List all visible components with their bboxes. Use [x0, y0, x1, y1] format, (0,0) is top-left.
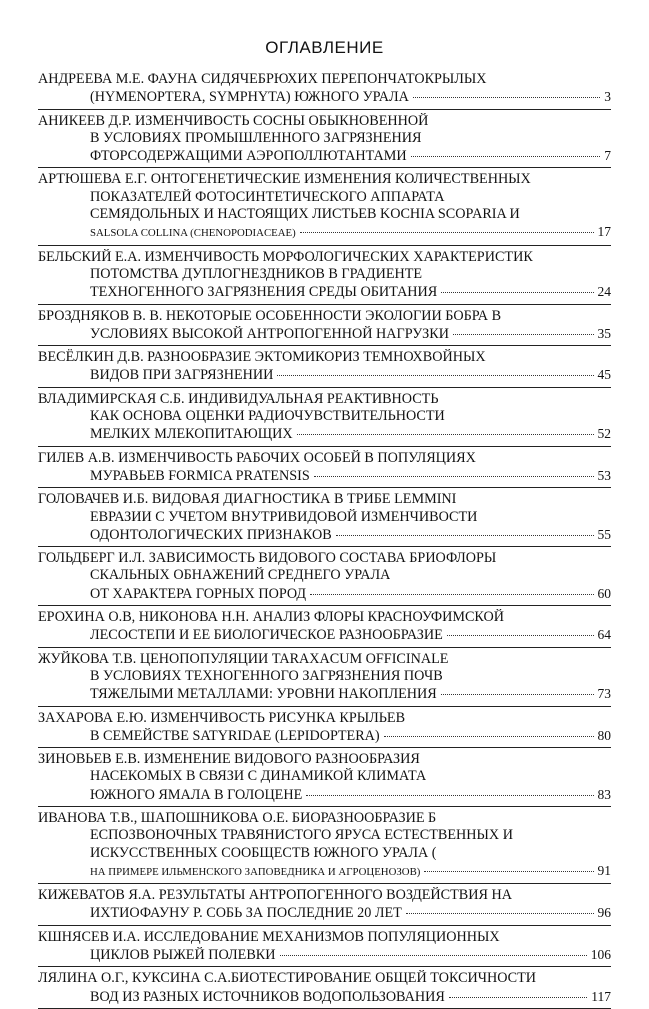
dot-leader: [447, 635, 594, 636]
page-number: 53: [597, 467, 611, 483]
toc-entry-text: ЗАХАРОВА Е.Ю. ИЗМЕНЧИВОСТЬ РИСУНКА КРЫЛЬЕВ: [38, 709, 406, 726]
toc-entry-title-line: [38, 325, 611, 343]
toc-entry-text: В УСЛОВИЯХ ПРОМЫШЛЕННОГО ЗАГРЯЗНЕНИЯ: [90, 129, 422, 146]
toc-entry: [38, 648, 611, 707]
toc-entry-title-line: [38, 526, 611, 544]
page-number: 24: [597, 284, 611, 300]
toc-entry-text: ВЛАДИМИРСКАЯ С.Б. ИНДИВИДУАЛЬНАЯ РЕАКТИВНОСТЬ: [38, 390, 439, 407]
toc-entry-text: ВИДОВ ПРИ ЗАГРЯЗНЕНИИ: [90, 367, 274, 384]
toc-entry-author-line: [38, 929, 611, 946]
toc-entry: [38, 305, 611, 347]
toc-entry-author-line: [38, 970, 611, 987]
page-number: 35: [597, 325, 611, 341]
toc-entry-text: ТЯЖЕЛЫМИ МЕТАЛЛАМИ: УРОВНИ НАКОПЛЕНИЯ: [90, 686, 437, 703]
dot-leader: [411, 156, 601, 157]
toc-entry-text: В УСЛОВИЯХ ТЕХНОГЕННОГО ЗАГРЯЗНЕНИЯ ПОЧВ: [90, 667, 443, 684]
toc-entry-text: ОДОНТОЛОГИЧЕСКИХ ПРИЗНАКОВ: [90, 526, 332, 543]
toc-entry-title-line: [38, 283, 611, 301]
toc-entry-text: ВОД ИЗ РАЗНЫХ ИСТОЧНИКОВ ВОДОПОЛЬЗОВАНИЯ: [90, 988, 445, 1005]
page-number: 73: [597, 686, 611, 702]
toc-entry-text: БЕЛЬСКИЙ Е.А. ИЗМЕНЧИВОСТЬ МОРФОЛОГИЧЕСКИХ ХАРАКТЕРИСТИК: [38, 248, 533, 265]
toc-entry-text: КИЖЕВАТОВ Я.А. РЕЗУЛЬТАТЫ АНТРОПОГЕННОГО ВОЗДЕЙСТВИЯ НА: [38, 887, 512, 904]
toc-entry-text: В СЕМЕЙСТВЕ SATYRIDAE (LEPIDOPTERA): [90, 727, 380, 744]
toc-entry-title-line: [38, 786, 611, 804]
toc-entry: [38, 807, 611, 884]
toc-entry-title-line: [38, 147, 611, 165]
toc-entry-text: ЗИНОВЬЕВ Е.В. ИЗМЕНЕНИЕ ВИДОВОГО РАЗНООБРАЗИЯ: [38, 751, 420, 768]
page-number: 106: [590, 947, 611, 963]
toc-entry: [38, 748, 611, 807]
page-number: 64: [597, 627, 611, 643]
page-number: 52: [597, 426, 611, 442]
dot-leader: [424, 871, 593, 872]
toc-entry-title-line: [38, 862, 611, 881]
toc-title: ОГЛАВЛЕНИЕ: [265, 38, 384, 57]
toc-entry: [38, 246, 611, 305]
toc-entry: [38, 488, 611, 547]
toc-entry-text: ЛЯЛИНА О.Г., КУКСИНА С.А.БИОТЕСТИРОВАНИЕ ОБЩЕЙ ТОКСИЧНОСТИ: [38, 970, 537, 987]
toc-entry-title-line: [38, 727, 611, 745]
toc-entry-text: ГОЛЬДБЕРГ И.Л. ЗАВИСИМОСТЬ ВИДОВОГО СОСТАВА БРИОФЛОРЫ: [38, 550, 497, 567]
toc-entry-text: ЕРОХИНА О.В, НИКОНОВА Н.Н. АНАЛИЗ ФЛОРЫ КРАСНОУФИМСКОЙ: [38, 609, 505, 626]
toc-entry-text: АНДРЕЕВА М.Е. ФАУНА СИДЯЧЕБРЮХИХ ПЕРЕПОНЧАТОКРЫЛЫХ: [38, 71, 487, 87]
toc-entry-author-line: [38, 113, 611, 130]
toc-entry-author-line: [38, 810, 611, 827]
toc-entry-text: ПОКАЗАТЕЛЕЙ ФОТОСИНТЕТИЧЕСКОГО АППАРАТА: [90, 188, 445, 205]
toc-entry-title-line: [38, 685, 611, 703]
toc-entry: [38, 346, 611, 388]
toc-entry-title-line: [38, 585, 611, 603]
toc-entry-author-line: [38, 450, 611, 467]
toc-entry-text: ЦИКЛОВ РЫЖЕЙ ПОЛЕВКИ: [90, 947, 276, 964]
dot-leader: [314, 476, 594, 477]
toc-entry-author-line: [38, 71, 611, 88]
toc-entry-title-line: [38, 567, 611, 584]
toc-entry-title-line: [38, 845, 611, 862]
toc-entry-title-line: [38, 366, 611, 384]
toc-entry-text: ИВАНОВА Т.В., ШАПОШНИКОВА О.Е. БИОРАЗНООБРАЗИЕ Б: [38, 809, 437, 826]
toc-entry-text: ФТОРСОДЕРЖАЩИМИ АЭРОПОЛЛЮТАНТАМИ: [90, 148, 407, 165]
toc-entry: [38, 388, 611, 447]
toc-entry-author-line: [38, 249, 611, 266]
toc-entry-text: НА ПРИМЕРЕ ИЛЬМЕНСКОГО ЗАПОВЕДНИКА И АГРОЦЕНОЗОВ): [90, 865, 421, 878]
page-number: 96: [597, 905, 611, 921]
toc-entry-author-line: [38, 651, 611, 668]
toc-entry-title-line: [38, 266, 611, 283]
dot-leader: [413, 97, 600, 98]
toc-entry-title-line: [38, 904, 611, 922]
toc-entry-title-line: [38, 189, 611, 206]
toc-entry-author-line: [38, 171, 611, 188]
toc-entry-text: ЮЖНОГО ЯМАЛА В ГОЛОЦЕНЕ: [90, 786, 303, 803]
dot-leader: [310, 594, 593, 595]
toc-entry: [38, 967, 611, 1009]
dot-leader: [406, 913, 594, 914]
toc-entry-text: ВЕСЁЛКИН Д.В. РАЗНООБРАЗИЕ ЭКТОМИКОРИЗ ТЕМНОХВОЙНЫХ: [38, 349, 486, 366]
toc-entry-text: БРОЗДНЯКOВ В. В. НЕКОТОРЫЕ ОСОБЕННОСТИ ЭКОЛОГИИ БОБРА В: [38, 307, 502, 324]
dot-leader: [277, 375, 593, 376]
toc-entry-text: ЛЕСОСТЕПИ И ЕЕ БИОЛОГИЧЕСКОЕ РАЗНООБРАЗИЕ: [90, 627, 443, 644]
page-number: 91: [597, 862, 611, 878]
toc-entry-text: ЖУЙКОВА Т.В. ЦЕНОПОПУЛЯЦИИ TARAXACUM OFFICINALE: [38, 650, 449, 667]
toc-entry-title-line: [38, 509, 611, 526]
page-number: 3: [604, 89, 611, 105]
toc-entry-text: SALSOLA COLLINA (CHENOPODIACEAE): [90, 227, 296, 240]
toc-entry-text: ИХТИОФАУНУ Р. СОБЬ ЗА ПОСЛЕДНИЕ 20 ЛЕТ: [90, 905, 402, 922]
toc-entry-text: СКАЛЬНЫХ ОБНАЖЕНИЙ СРЕДНЕГО УРАЛА: [90, 567, 391, 584]
toc-entry-text: КАК ОСНОВА ОЦЕНКИ РАДИОЧУВСТВИТЕЛЬНОСТИ: [90, 408, 445, 425]
page-number: 83: [597, 786, 611, 802]
toc-entry-text: ЕСПОЗВОНОЧНЫХ ТРАВЯНИСТОГО ЯРУСА ЕСТЕСТВЕННЫХ И: [90, 827, 513, 844]
toc-entry-text: НАСЕКОМЫХ В СВЯЗИ С ДИНАМИКОЙ КЛИМАТА: [90, 768, 427, 785]
toc-entry-text: АНИКЕЕВ Д.Р. ИЗМЕНЧИВОСТЬ СОСНЫ ОБЫКНОВЕННОЙ: [38, 112, 429, 129]
toc-entry-text: ГОЛОВАЧЕВ И.Б. ВИДОВАЯ ДИАГНОСТИКА В ТРИБЕ LEMMINI: [38, 491, 457, 508]
dot-leader: [336, 535, 594, 536]
toc-entry-text: ИСКУССТВЕННЫХ СООБЩЕСТВ ЮЖНОГО УРАЛА (: [90, 844, 437, 861]
toc-entry-author-line: [38, 391, 611, 408]
toc-entry-title-line: [38, 768, 611, 785]
toc-entry-author-line: [38, 887, 611, 904]
page-number: 55: [597, 526, 611, 542]
page-number: 7: [604, 148, 611, 164]
toc-entry-title-line: [38, 946, 611, 964]
toc-entry-text: ЕВРАЗИИ С УЧЕТОМ ВНУТРИВИДОВОЙ ИЗМЕНЧИВОСТИ: [90, 508, 478, 525]
dot-leader: [306, 795, 593, 796]
toc-entry-author-line: [38, 550, 611, 567]
dot-leader: [441, 292, 593, 293]
toc-list: [38, 68, 611, 1009]
page-number: 60: [597, 585, 611, 601]
page-number: 117: [591, 988, 611, 1004]
toc-entry: [38, 606, 611, 648]
toc-entry-text: ТЕХНОГЕННОГО ЗАГРЯЗНЕНИЯ СРЕДЫ ОБИТАНИЯ: [90, 284, 438, 301]
toc-entry-title-line: [38, 408, 611, 425]
dot-leader: [297, 434, 594, 435]
page-number: 45: [597, 367, 611, 383]
dot-leader: [441, 694, 594, 695]
toc-entry-author-line: [38, 609, 611, 626]
toc-entry-title-line: [38, 206, 611, 223]
toc-entry-author-line: [38, 308, 611, 325]
page-number: 80: [597, 727, 611, 743]
toc-entry-text: СЕМЯДОЛЬНЫХ И НАСТОЯЩИХ ЛИСТЬЕВ KOCHIA SCOPARIA И: [90, 206, 520, 223]
toc-entry-title-line: [38, 668, 611, 685]
toc-entry-text: ОТ ХАРАКТЕРА ГОРНЫХ ПОРОД: [90, 585, 307, 602]
toc-entry-author-line: [38, 349, 611, 366]
toc-entry-author-line: [38, 491, 611, 508]
toc-entry-title-line: [38, 827, 611, 844]
dot-leader: [300, 232, 594, 233]
toc-entry-title-line: [38, 425, 611, 443]
toc-entry: [38, 447, 611, 489]
toc-entry: [38, 707, 611, 749]
toc-entry-text: УСЛОВИЯХ ВЫСОКОЙ АНТРОПОГЕННОЙ НАГРУЗКИ: [90, 325, 449, 342]
toc-entry-title-line: [38, 130, 611, 147]
toc-entry-text: ГИЛЕВ А.В. ИЗМЕНЧИВОСТЬ РАБОЧИХ ОСОБЕЙ В ПОПУЛЯЦИЯХ: [38, 449, 476, 466]
toc-entry-author-line: [38, 751, 611, 768]
toc-entry-title-line: [38, 223, 611, 242]
toc-entry: [38, 68, 611, 110]
dot-leader: [384, 736, 594, 737]
toc-entry-title-line: [38, 88, 611, 106]
toc-entry-text: (HYMENOPTERA, SYMPHYTA) ЮЖНОГО УРАЛА: [90, 89, 409, 106]
toc-entry-text: АРТЮШЕВА Е.Г. ОНТОГЕНЕТИЧЕСКИЕ ИЗМЕНЕНИЯ КОЛИЧЕСТВЕННЫХ: [38, 171, 531, 188]
toc-entry-text: МУРАВЬЕВ FORMICA PRATENSIS: [90, 467, 310, 484]
dot-leader: [453, 334, 594, 335]
toc-entry-title-line: [38, 467, 611, 485]
dot-leader: [280, 955, 587, 956]
toc-entry-text: МЕЛКИХ МЛЕКОПИТАЮЩИХ: [90, 426, 293, 443]
dot-leader: [449, 997, 587, 998]
toc-entry-author-line: [38, 710, 611, 727]
toc-entry-title-line: [38, 988, 611, 1006]
page-number: 17: [597, 224, 611, 240]
toc-entry-text: КШНЯСЕВ И.А. ИССЛЕДОВАНИЕ МЕХАНИЗМОВ ПОПУЛЯЦИОННЫХ: [38, 928, 500, 945]
toc-entry: [38, 110, 611, 169]
toc-entry: [38, 547, 611, 606]
toc-entry: [38, 926, 611, 968]
toc-entry: [38, 884, 611, 926]
toc-entry-title-line: [38, 626, 611, 644]
toc-entry: [38, 168, 611, 245]
toc-entry-text: ПОТОМСТВА ДУПЛОГНЕЗДНИКОВ В ГРАДИЕНТЕ: [90, 265, 423, 282]
